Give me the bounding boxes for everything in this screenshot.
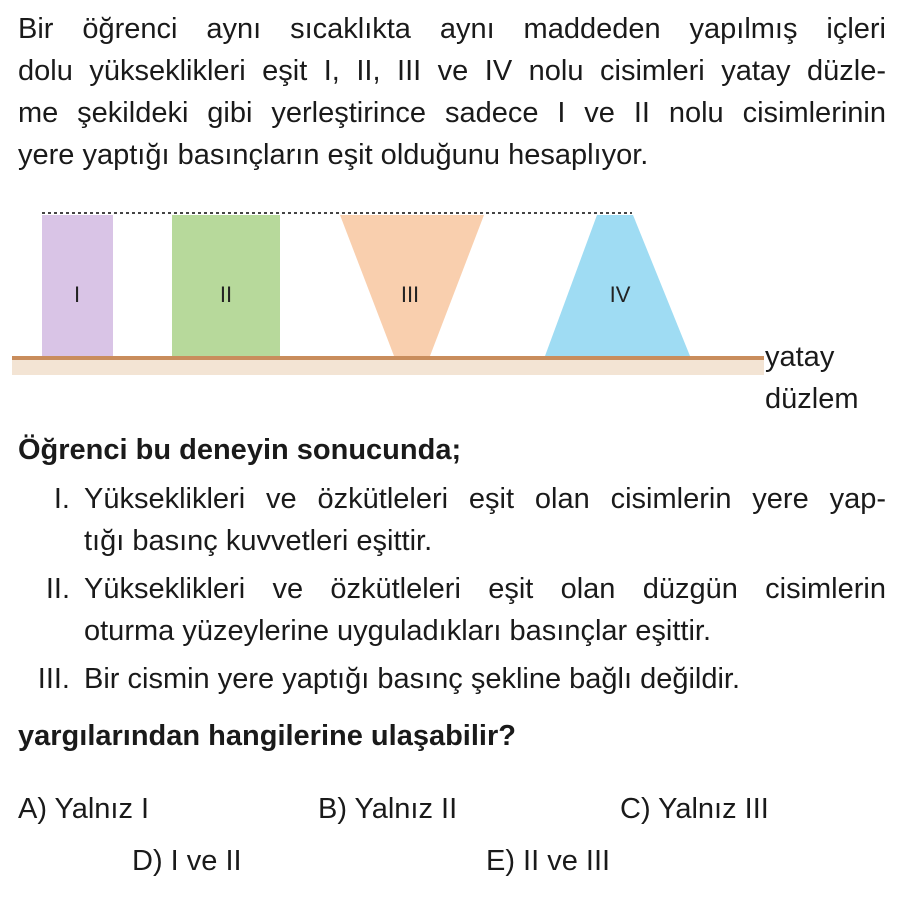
statement-number: III. xyxy=(37,663,70,695)
statement-number: II. xyxy=(45,573,70,605)
statement-iii xyxy=(18,658,886,702)
object-ii-label: II xyxy=(219,282,233,307)
statement-i xyxy=(18,478,886,564)
horizontal-plane-label xyxy=(765,336,859,420)
stem-line: yere yaptığı basınçların eşit olduğunu hesaplıyor. xyxy=(18,139,649,171)
statement-line: oturma yüzeylerine uyguladıkları basınçlar eşittir. xyxy=(84,615,712,647)
statement-list xyxy=(18,478,886,702)
question-prompt: yargılarından hangilerine ulaşabilir? xyxy=(18,720,516,752)
stem-line: me şekildeki gibi yerleştirince sadece I ve II nolu cisimlerinin xyxy=(18,97,886,129)
plane-label-line: yatay xyxy=(765,341,835,373)
choice-a[interactable]: A) Yalnız I xyxy=(18,793,150,825)
stem-line: dolu yükseklikleri eşit I, II, III ve IV nolu cisimleri yatay düzle- xyxy=(18,55,886,87)
choice-c[interactable]: C) Yalnız III xyxy=(620,793,769,825)
statement-line: tığı basınç kuvvetleri eşittir. xyxy=(84,525,433,557)
statement-line: Yükseklikleri ve özkütleleri eşit olan cisimlerin yere yap- xyxy=(84,483,886,515)
choice-b[interactable]: B) Yalnız II xyxy=(318,793,458,825)
object-iii-label: III xyxy=(400,282,420,307)
choice-e[interactable]: E) II ve III xyxy=(486,845,611,877)
ground-surface xyxy=(12,356,764,360)
stem-line: Bir öğrenci aynı sıcaklıkta aynı maddeden yapılmış içleri xyxy=(18,13,886,45)
object-iv-label: IV xyxy=(609,282,631,307)
plane-label-line: düzlem xyxy=(765,383,859,415)
question-stem xyxy=(18,8,886,176)
statements-heading: Öğrenci bu deneyin sonucunda; xyxy=(18,434,462,466)
statement-number: I. xyxy=(53,483,70,515)
object-i-label: I xyxy=(73,282,81,307)
statement-ii xyxy=(18,568,886,654)
ground-shadow xyxy=(12,359,764,375)
choice-d[interactable]: D) I ve II xyxy=(132,845,242,877)
statement-line: Yükseklikleri ve özkütleleri eşit olan düzgün cisimlerin xyxy=(84,573,886,605)
statement-line: Bir cismin yere yaptığı basınç şekline bağlı değildir. xyxy=(84,663,741,695)
